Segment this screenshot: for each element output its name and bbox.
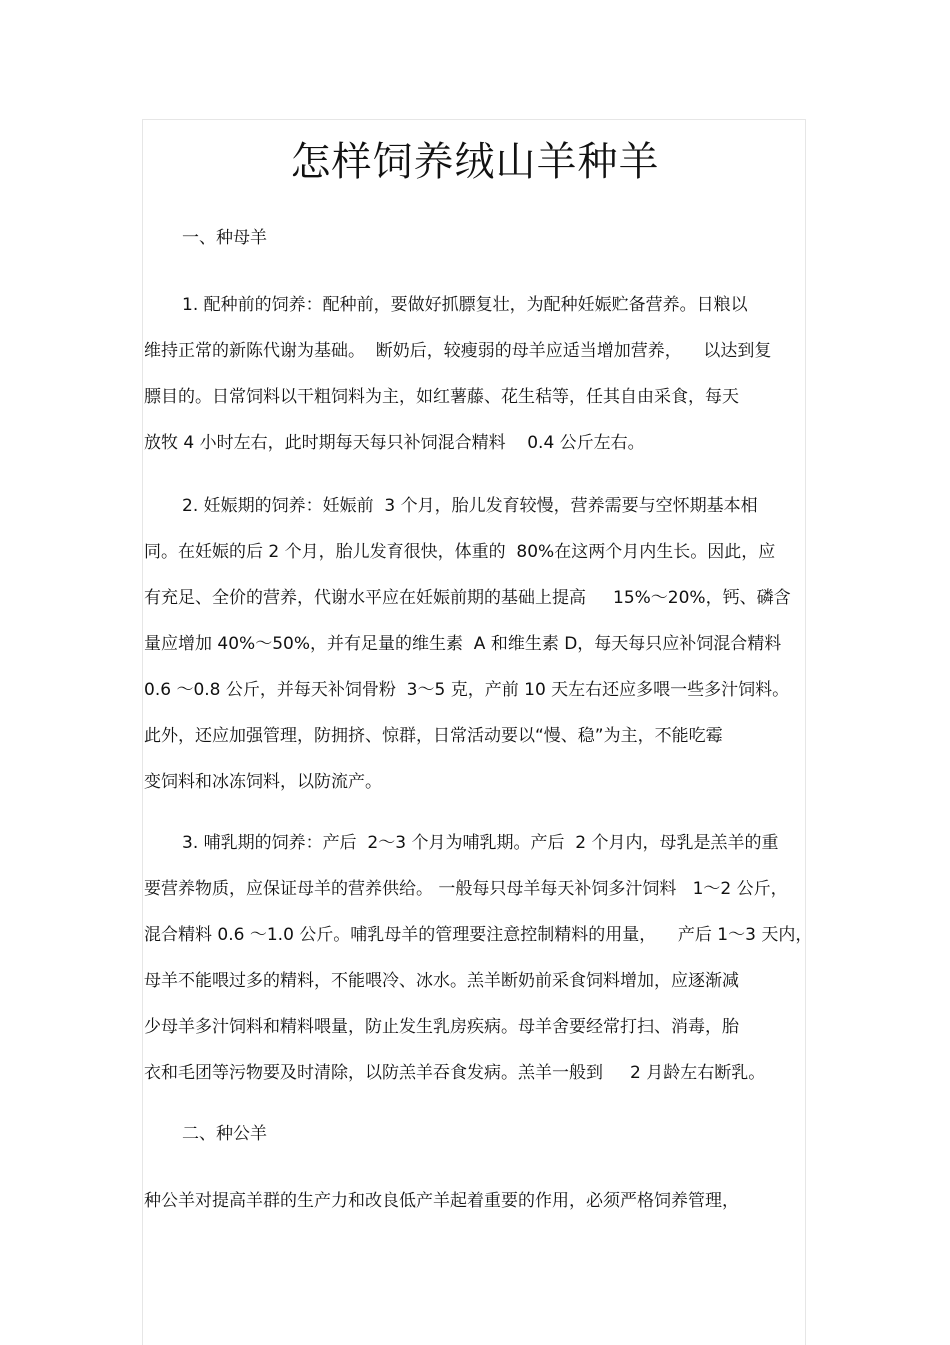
paragraph-line: 要营养物质，应保证母羊的营养供给。 一般每只母羊每天补饲多汁饲料 1～2 公斤， <box>144 879 788 899</box>
section-heading: 一、种母羊 <box>182 228 267 248</box>
paragraph-line: 2. 妊娠期的饲养：妊娠前 3 个月，胎儿发育较慢，营养需要与空怀期基本相 <box>182 496 758 516</box>
paragraph-line: 0.6 ～0.8 公斤，并每天补饲骨粉 3～5 克，产前 10 天左右还应多喂一些多汁饲料。 <box>144 680 790 700</box>
paragraph-line: 3. 哺乳期的饲养：产后 2～3 个月为哺乳期。产后 2 个月内，母乳是羔羊的重 <box>182 833 779 853</box>
paragraph-line: 混合精料 0.6 ～1.0 公斤。哺乳母羊的管理要注意控制精料的用量， 产后 1～3 天内， <box>144 925 813 945</box>
paragraph-pregnancy <box>144 483 808 805</box>
section-heading: 二、种公羊 <box>182 1124 267 1144</box>
paragraph-line: 放牧 4 小时左右，此时期每天每只补饲混合精料 0.4 公斤左右。 <box>144 433 645 453</box>
paragraph-line: 母羊不能喂过多的精料，不能喂冷、冰水。羔羊断奶前采食饲料增加，应逐渐减 <box>144 971 739 991</box>
paragraph-line: 种公羊对提高羊群的生产力和改良低产羊起着重要的作用，必须严格饲养管理， <box>144 1191 739 1211</box>
section-heading-rams <box>144 1111 808 1157</box>
section-heading-ewes <box>144 215 808 261</box>
paragraph-lactation <box>144 820 813 1096</box>
paragraph-line: 1. 配种前的饲养：配种前，要做好抓膘复壮，为配种妊娠贮备营养。日粮以 <box>182 295 748 315</box>
paragraph-line: 少母羊多汁饲料和精料喂量，防止发生乳房疾病。母羊舍要经常打扫、消毒，胎 <box>144 1017 739 1037</box>
document-title: 怎样饲养绒山羊种羊 <box>290 139 660 185</box>
paragraph-rams <box>144 1178 808 1224</box>
paragraph-line: 有充足、全价的营养，代谢水平应在妊娠前期的基础上提高 15%～20%，钙、磷含 <box>144 588 791 608</box>
paragraph-line: 膘目的。日常饲料以干粗饲料为主，如红薯藤、花生秸等，任其自由采食，每天 <box>144 387 739 407</box>
paragraph-line: 量应增加 40%～50%，并有足量的维生素 A 和维生素 D，每天每只应补饲混合精料 <box>144 634 782 654</box>
paragraph-line: 同。在妊娠的后 2 个月，胎儿发育很快，体重的 80%在这两个月内生长。因此，应 <box>144 542 776 562</box>
document-page <box>142 119 813 1345</box>
paragraph-line: 维持正常的新陈代谢为基础。 断奶后，较瘦弱的母羊应适当增加营养， 以达到复 <box>144 341 772 361</box>
paragraph-pre-breeding <box>144 282 808 466</box>
paragraph-line: 衣和毛团等污物要及时清除，以防羔羊吞食发病。羔羊一般到 2 月龄左右断乳。 <box>144 1063 766 1083</box>
paragraph-line: 变饲料和冰冻饲料，以防流产。 <box>144 772 382 792</box>
paragraph-line: 此外，还应加强管理，防拥挤、惊群，日常活动要以“慢、稳”为主，不能吃霉 <box>144 726 723 746</box>
